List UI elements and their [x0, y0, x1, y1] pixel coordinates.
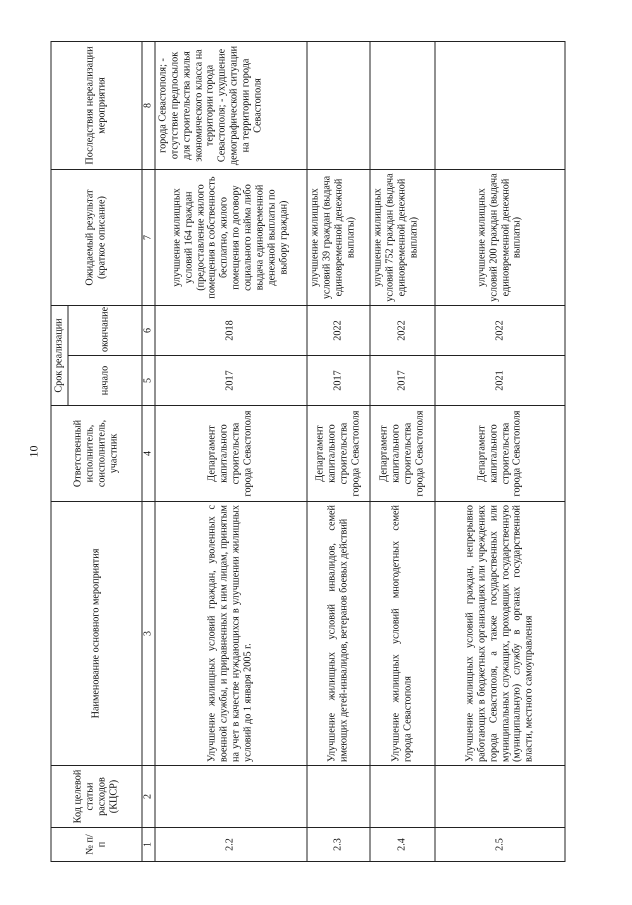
row-name: Улучшение жилищных условий граждан, непрерывно работающих в бюджетных организациях или учреждениях города Севастополя, а также государственных или муниципальных служащих, проходящих государственную (муниципальную) службу в органах государственной власти, местного самоуправления — [435, 502, 565, 766]
column-number: 7 — [142, 170, 155, 306]
row-start: 2021 — [435, 356, 565, 406]
column-number: 5 — [142, 356, 155, 406]
column-number: 1 — [142, 828, 155, 862]
row-responsible: Департамент капитального строительства города Севастополя — [155, 406, 307, 502]
header-result: Ожидаемый результат (краткое описание) — [51, 170, 142, 306]
table-row — [155, 42, 307, 862]
table-row — [307, 42, 370, 862]
column-number-row — [142, 42, 155, 862]
table-row — [370, 42, 435, 862]
header-period: Срок реализации — [51, 306, 68, 406]
header-responsible: Ответственный исполнитель, соисполнитель, участник — [51, 406, 142, 502]
rotated-table-container — [51, 42, 566, 862]
column-number: 3 — [142, 502, 155, 766]
column-number: 2 — [142, 766, 155, 828]
row-responsible: Департамент капитального строительства города Севастополя — [307, 406, 370, 502]
row-number: 2.2 — [155, 828, 307, 862]
row-name: Улучшение жилищных условий граждан, уволенных с военной службы, и приравненных к ним лицам, принятым на учет в качестве нуждающихся в улучшении жилищных условий до 1 января 2005 г. — [155, 502, 307, 766]
table-row — [435, 42, 565, 862]
row-consequences-continued: города Севастополя; - отсутствие предпосылок для строительства жилья экономического класса на территории города Севастополя; - ухудшение демографической ситуации на территории города Севастополя — [155, 42, 307, 170]
row-kcsr — [435, 766, 565, 828]
row-end: 2018 — [155, 306, 307, 356]
row-consequences — [307, 42, 370, 170]
row-kcsr — [307, 766, 370, 828]
row-result: улучшение жилищных условий 39 граждан (выдача единовременной денежной выплаты) — [307, 170, 370, 306]
row-start: 2017 — [155, 356, 307, 406]
row-end: 2022 — [307, 306, 370, 356]
row-name: Улучшение жилищных условий многодетных семей города Севастополя — [370, 502, 435, 766]
header-start: начало — [68, 356, 142, 406]
row-end: 2022 — [435, 306, 565, 356]
row-number: 2.4 — [370, 828, 435, 862]
header-consequences: Последствия нереализации мероприятия — [51, 42, 142, 170]
row-result: улучшение жилищных условий 752 граждан (выдача единовременной денежной выплаты) — [370, 170, 435, 306]
row-responsible: Департамент капитального строительства города Севастополя — [370, 406, 435, 502]
row-result: улучшение жилищных условий 200 граждан (выдача единовременной денежной выплаты) — [435, 170, 565, 306]
header-name: Наименование основного мероприятия — [51, 502, 142, 766]
row-start: 2017 — [307, 356, 370, 406]
row-name: Улучшение жилищных условий инвалидов, семей имеющих детей-инвалидов, ветеранов боевых действий — [307, 502, 370, 766]
row-kcsr — [370, 766, 435, 828]
row-end: 2022 — [370, 306, 435, 356]
row-responsible: Департамент капитального строительства города Севастополя — [435, 406, 565, 502]
row-result: улучшение жилищных условий 164 граждан (предоставление жилого помещения в собственность бесплатно, жилого помещения по договору социального найма либо выдача единовременной денежной выплаты по выбору граждан) — [155, 170, 307, 306]
measures-table — [51, 41, 566, 862]
column-number: 6 — [142, 306, 155, 356]
row-start: 2017 — [370, 356, 435, 406]
row-consequences — [370, 42, 435, 170]
row-number: 2.3 — [307, 828, 370, 862]
header-no: № п/ п — [51, 828, 142, 862]
header-row — [51, 42, 68, 862]
column-number: 4 — [142, 406, 155, 502]
row-kcsr — [155, 766, 307, 828]
page-number: 10 — [26, 445, 41, 458]
header-end: окончание — [68, 306, 142, 356]
header-kcsr: Код целевой статьи расходов (КЦСР) — [51, 766, 142, 828]
row-consequences — [435, 42, 565, 170]
row-number: 2.5 — [435, 828, 565, 862]
column-number: 8 — [142, 42, 155, 170]
